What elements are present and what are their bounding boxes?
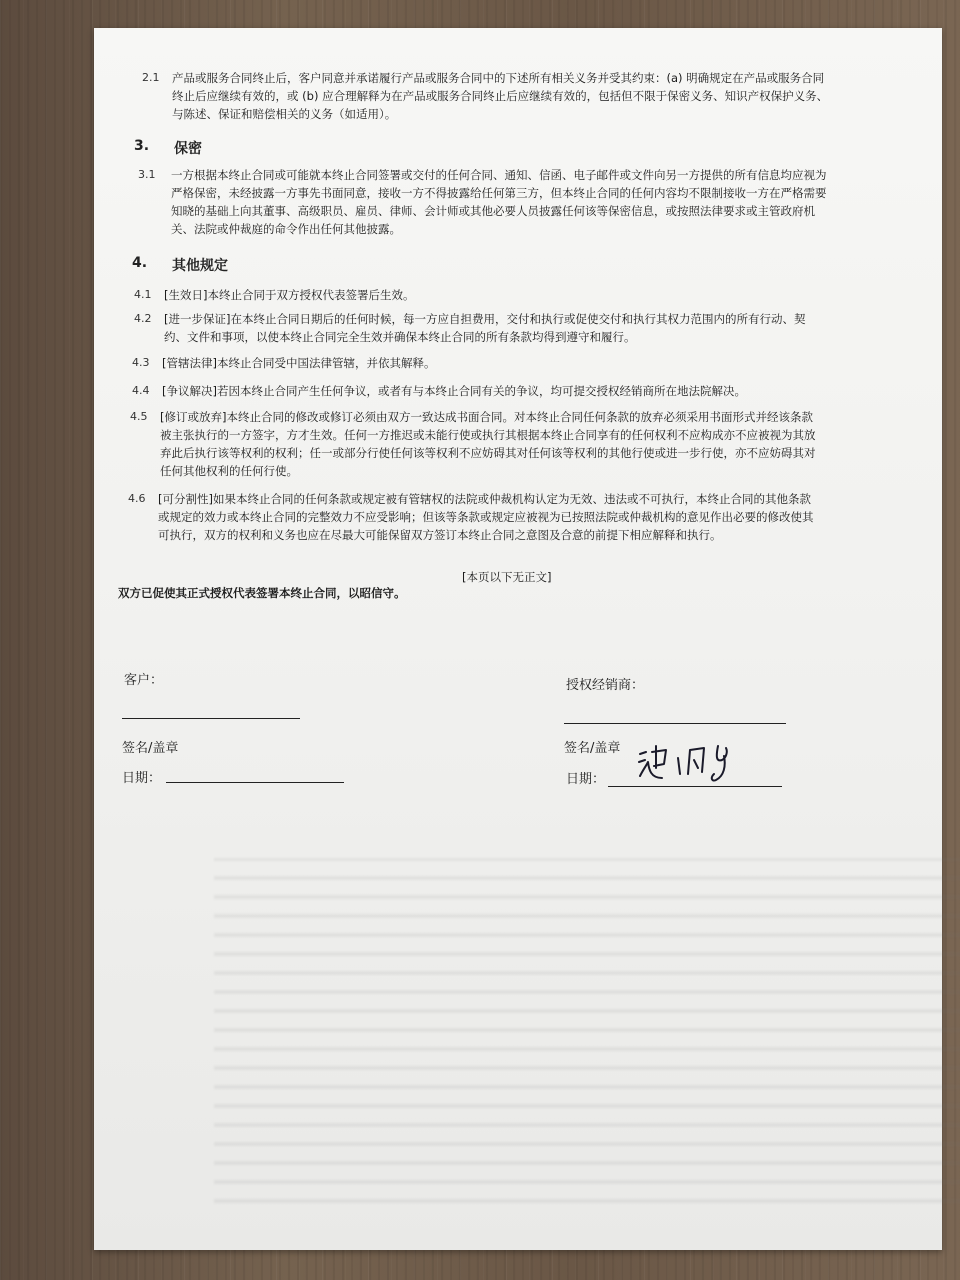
show-through-text bbox=[214, 858, 960, 1218]
handwritten-signature bbox=[634, 740, 744, 788]
clause-line: [争议解决]若因本终止合同产生任何争议，或者有与本终止合同有关的争议，均可提交授权经销商所在地法院解决。 bbox=[162, 384, 746, 398]
clause-line: 弃此后执行该等权利的权利；任一或部分行使任何该等权利不应妨碍其对任何该等权利的其他行使或进一步行使，亦不应妨碍其对 bbox=[160, 446, 816, 460]
dealer-label: 授权经销商： bbox=[566, 678, 645, 693]
clause-line: 知晓的基础上向其董事、高级职员、雇员、律师、会计师或其他必要人员披露任何该等保密信息，或按照法律要求或主管政府机 bbox=[171, 204, 815, 218]
customer-sign-label: 签名/盖章 bbox=[122, 741, 179, 756]
section-number: 3. bbox=[134, 138, 150, 154]
clause-line: [修订或放弃]本终止合同的修改或修订必须由双方一致达成书面合同。对本终止合同任何条款的放弃必须采用书面形式并经该条款 bbox=[160, 410, 813, 424]
clause-3-1 bbox=[171, 166, 827, 238]
closing-statement: 双方已促使其正式授权代表签署本终止合同，以昭信守。 bbox=[118, 586, 406, 600]
clause-4-1 bbox=[164, 286, 414, 304]
dealer-date-label: 日期： bbox=[566, 772, 606, 787]
dealer-signature-line bbox=[564, 723, 786, 724]
clause-4-3 bbox=[162, 354, 435, 372]
clause-number: 4.6 bbox=[128, 492, 146, 505]
clause-line: 或规定的效力或本终止合同的完整效力不应受影响；但该等条款或规定应被视为已按照法院或仲裁机构的意见作出必要的修改使其 bbox=[158, 510, 814, 524]
customer-date-line bbox=[166, 782, 344, 783]
clause-number: 4.3 bbox=[132, 356, 150, 369]
clause-line: 被主张执行的一方签字，方才生效。任何一方推迟或未能行使或执行其根据本终止合同享有的任何权利不应构成亦不应被视为其放 bbox=[160, 428, 816, 442]
clause-line: 任何其他权利的任何行使。 bbox=[160, 464, 298, 478]
clause-number: 4.2 bbox=[134, 312, 152, 325]
clause-number: 4.4 bbox=[132, 384, 150, 397]
clause-number: 2.1 bbox=[142, 71, 160, 84]
section-title: 保密 bbox=[174, 141, 202, 157]
clause-4-6 bbox=[158, 490, 814, 544]
clause-line: 可执行，双方的权利和义务也应在尽最大可能保留双方签订本终止合同之意图及合意的前提下相应解释和执行。 bbox=[158, 528, 722, 542]
clause-line: 约、文件和事项，以使本终止合同完全生效并确保本终止合同的所有条款均得到遵守和履行。 bbox=[164, 330, 636, 344]
section-title: 其他规定 bbox=[172, 258, 228, 274]
dealer-sign-label: 签名/盖章 bbox=[564, 741, 621, 756]
clause-number: 3.1 bbox=[138, 168, 156, 181]
clause-line: 终止后应继续有效的，或 (b) 应合理解释为在产品或服务合同终止后应继续有效的，包括但不限于保密义务、知识产权保护义务、 bbox=[172, 89, 829, 103]
page-end-note: [本页以下无正文] bbox=[462, 570, 552, 584]
customer-label: 客户： bbox=[124, 673, 164, 688]
clause-4-2 bbox=[164, 310, 805, 346]
clause-line: 与陈述、保证和赔偿相关的义务（如适用）。 bbox=[172, 107, 397, 121]
clause-line: [管辖法律]本终止合同受中国法律管辖，并依其解释。 bbox=[162, 356, 436, 370]
clause-2-1 bbox=[172, 69, 828, 123]
clause-line: 关、法院或仲裁庭的命令作出任何其他披露。 bbox=[171, 222, 401, 236]
clause-line: 严格保密，未经披露一方事先书面同意，接收一方不得披露给任何第三方，但本终止合同的任何内容均不限制接收一方在严格需要 bbox=[171, 186, 827, 200]
customer-date-label: 日期： bbox=[122, 771, 162, 786]
clause-4-5 bbox=[160, 408, 816, 480]
customer-signature-line bbox=[122, 718, 300, 719]
clause-number: 4.5 bbox=[130, 410, 148, 423]
document-page bbox=[94, 28, 942, 1250]
clause-line: [生效日]本终止合同于双方授权代表签署后生效。 bbox=[164, 288, 415, 302]
clause-line: 一方根据本终止合同或可能就本终止合同签署或交付的任何合同、通知、信函、电子邮件或文件向另一方提供的所有信息均应视为 bbox=[171, 168, 827, 182]
clause-4-4 bbox=[162, 382, 746, 400]
clause-line: 产品或服务合同终止后，客户同意并承诺履行产品或服务合同中的下述所有相关义务并受其约束：(a) 明确规定在产品或服务合同 bbox=[172, 71, 825, 85]
clause-line: [进一步保证]在本终止合同日期后的任何时候，每一方应自担费用，交付和执行或促使交付和执行其权力范围内的所有行动、契 bbox=[164, 312, 806, 326]
clause-line: [可分割性]如果本终止合同的任何条款或规定被有管辖权的法院或仲裁机构认定为无效、违法或不可执行，本终止合同的其他条款 bbox=[158, 492, 811, 506]
clause-number: 4.1 bbox=[134, 288, 152, 301]
section-number: 4. bbox=[132, 255, 148, 271]
